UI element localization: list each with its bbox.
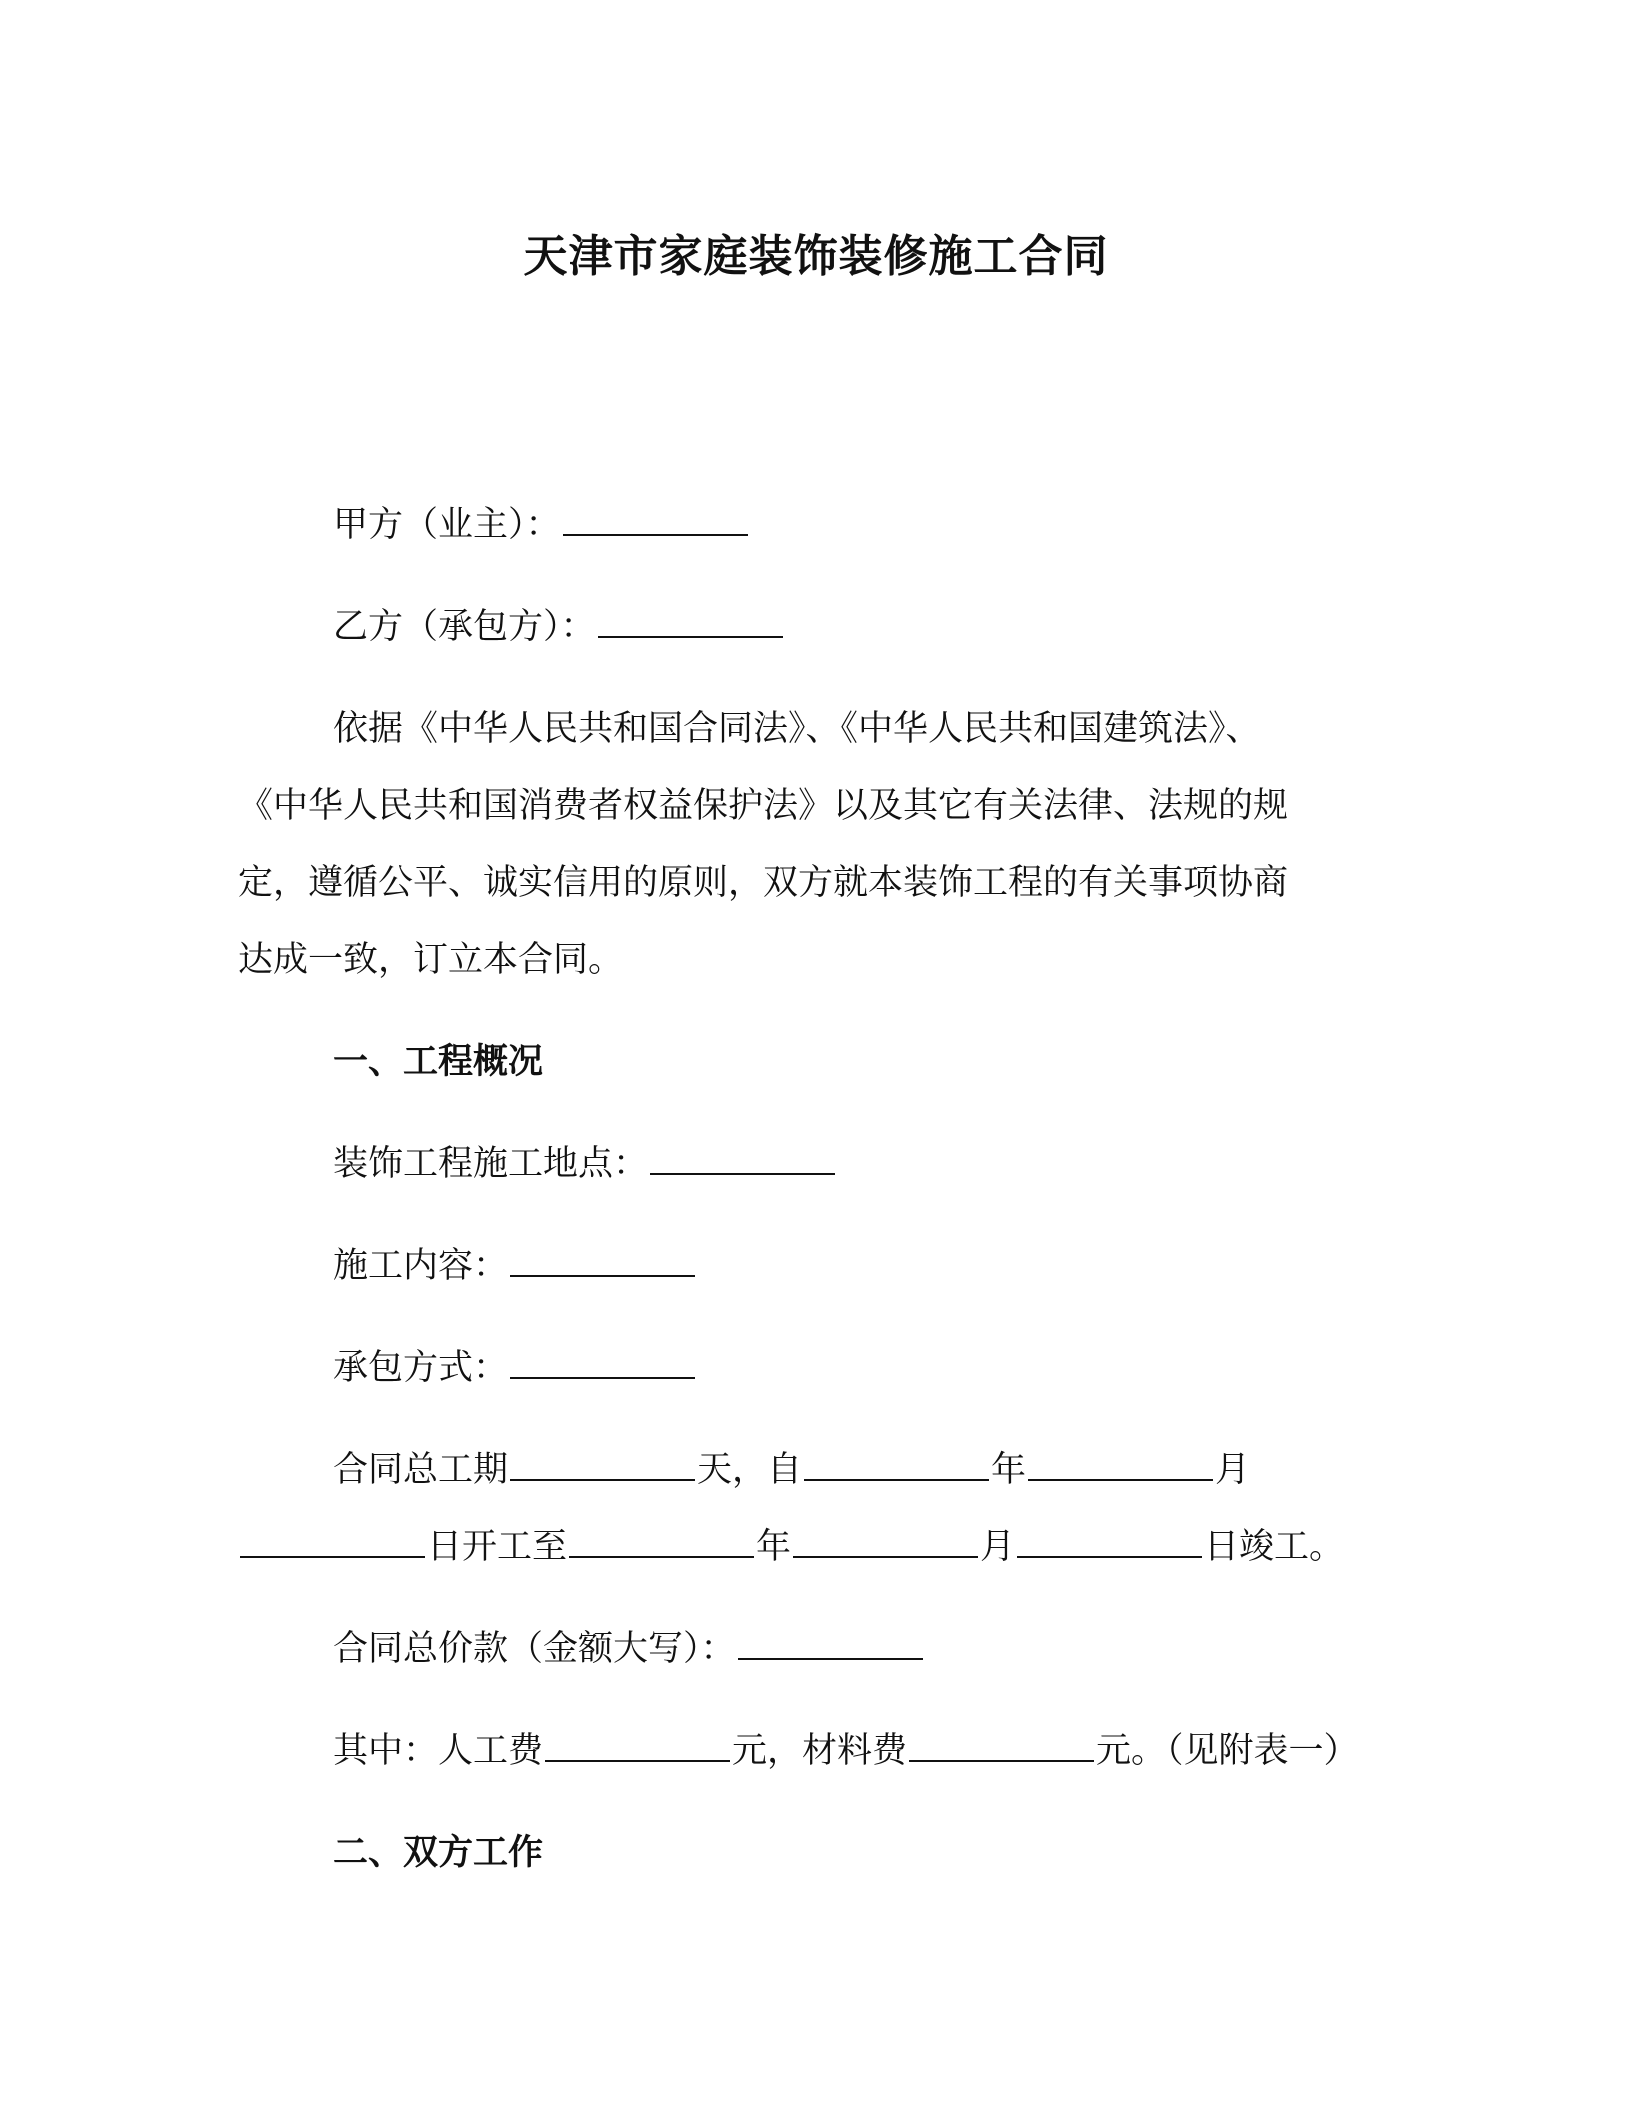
period-days-text: 天，自	[697, 1450, 803, 1490]
period-start-month-blank	[1028, 1445, 1213, 1481]
preamble-line-2: 《中华人民共和国消费者权益保护法》以及其它有关法律、法规的规	[238, 786, 1289, 826]
period-day-start-text: 日开工至	[427, 1527, 568, 1567]
preamble-line-1: 依据《中华人民共和国合同法》、《中华人民共和国建筑法》、	[333, 709, 1261, 749]
period-start-day-blank	[240, 1522, 425, 1558]
breakdown-yuan1: 元，材料费	[732, 1731, 908, 1771]
labor-cost-blank	[545, 1726, 730, 1762]
breakdown-line	[333, 1726, 1359, 1776]
period-line-1	[333, 1445, 1250, 1495]
party-a-line	[333, 500, 750, 550]
location-label: 装饰工程施工地点：	[333, 1144, 649, 1184]
period-end-day-blank	[1017, 1522, 1202, 1558]
party-b-blank	[598, 602, 783, 638]
location-line	[333, 1139, 837, 1189]
preamble-line-4: 达成一致，订立本合同。	[238, 940, 624, 980]
period-month-text: 月	[1215, 1450, 1251, 1490]
period-end-month-blank	[793, 1522, 978, 1558]
total-price-blank	[738, 1624, 923, 1660]
total-price-label: 合同总价款（金额大写）：	[333, 1629, 736, 1669]
contract-mode-label: 承包方式：	[333, 1348, 509, 1388]
content-line	[333, 1241, 697, 1291]
period-days-blank	[510, 1445, 695, 1481]
breakdown-prefix: 其中：人工费	[333, 1731, 544, 1771]
party-b-label: 乙方（承包方）：	[333, 607, 596, 647]
document-title: 天津市家庭装饰装修施工合同	[523, 231, 1109, 282]
period-end-year-blank	[569, 1522, 754, 1558]
location-blank	[650, 1139, 835, 1175]
contract-mode-blank	[510, 1343, 695, 1379]
period-year2-text: 年	[756, 1527, 792, 1567]
preamble-line-3: 定，遵循公平、诚实信用的原则，双方就本装饰工程的有关事项协商	[238, 863, 1289, 903]
content-label: 施工内容：	[333, 1246, 509, 1286]
section-1-heading: 一、工程概况	[333, 1042, 544, 1082]
party-a-label: 甲方（业主）：	[333, 505, 561, 545]
total-price-line	[333, 1624, 925, 1674]
period-prefix: 合同总工期	[333, 1450, 509, 1490]
contract-mode-line	[333, 1343, 697, 1393]
party-a-blank	[563, 500, 748, 536]
period-year-text: 年	[991, 1450, 1027, 1490]
party-b-line	[333, 602, 785, 652]
material-cost-blank	[909, 1726, 1094, 1762]
period-day-end-text: 日竣工。	[1204, 1527, 1345, 1567]
content-blank	[510, 1241, 695, 1277]
breakdown-yuan2: 元。（见附表一）	[1096, 1731, 1359, 1771]
section-2-heading: 二、双方工作	[333, 1833, 544, 1873]
period-line-2	[238, 1522, 1344, 1572]
period-month2-text: 月	[980, 1527, 1016, 1567]
period-start-year-blank	[804, 1445, 989, 1481]
